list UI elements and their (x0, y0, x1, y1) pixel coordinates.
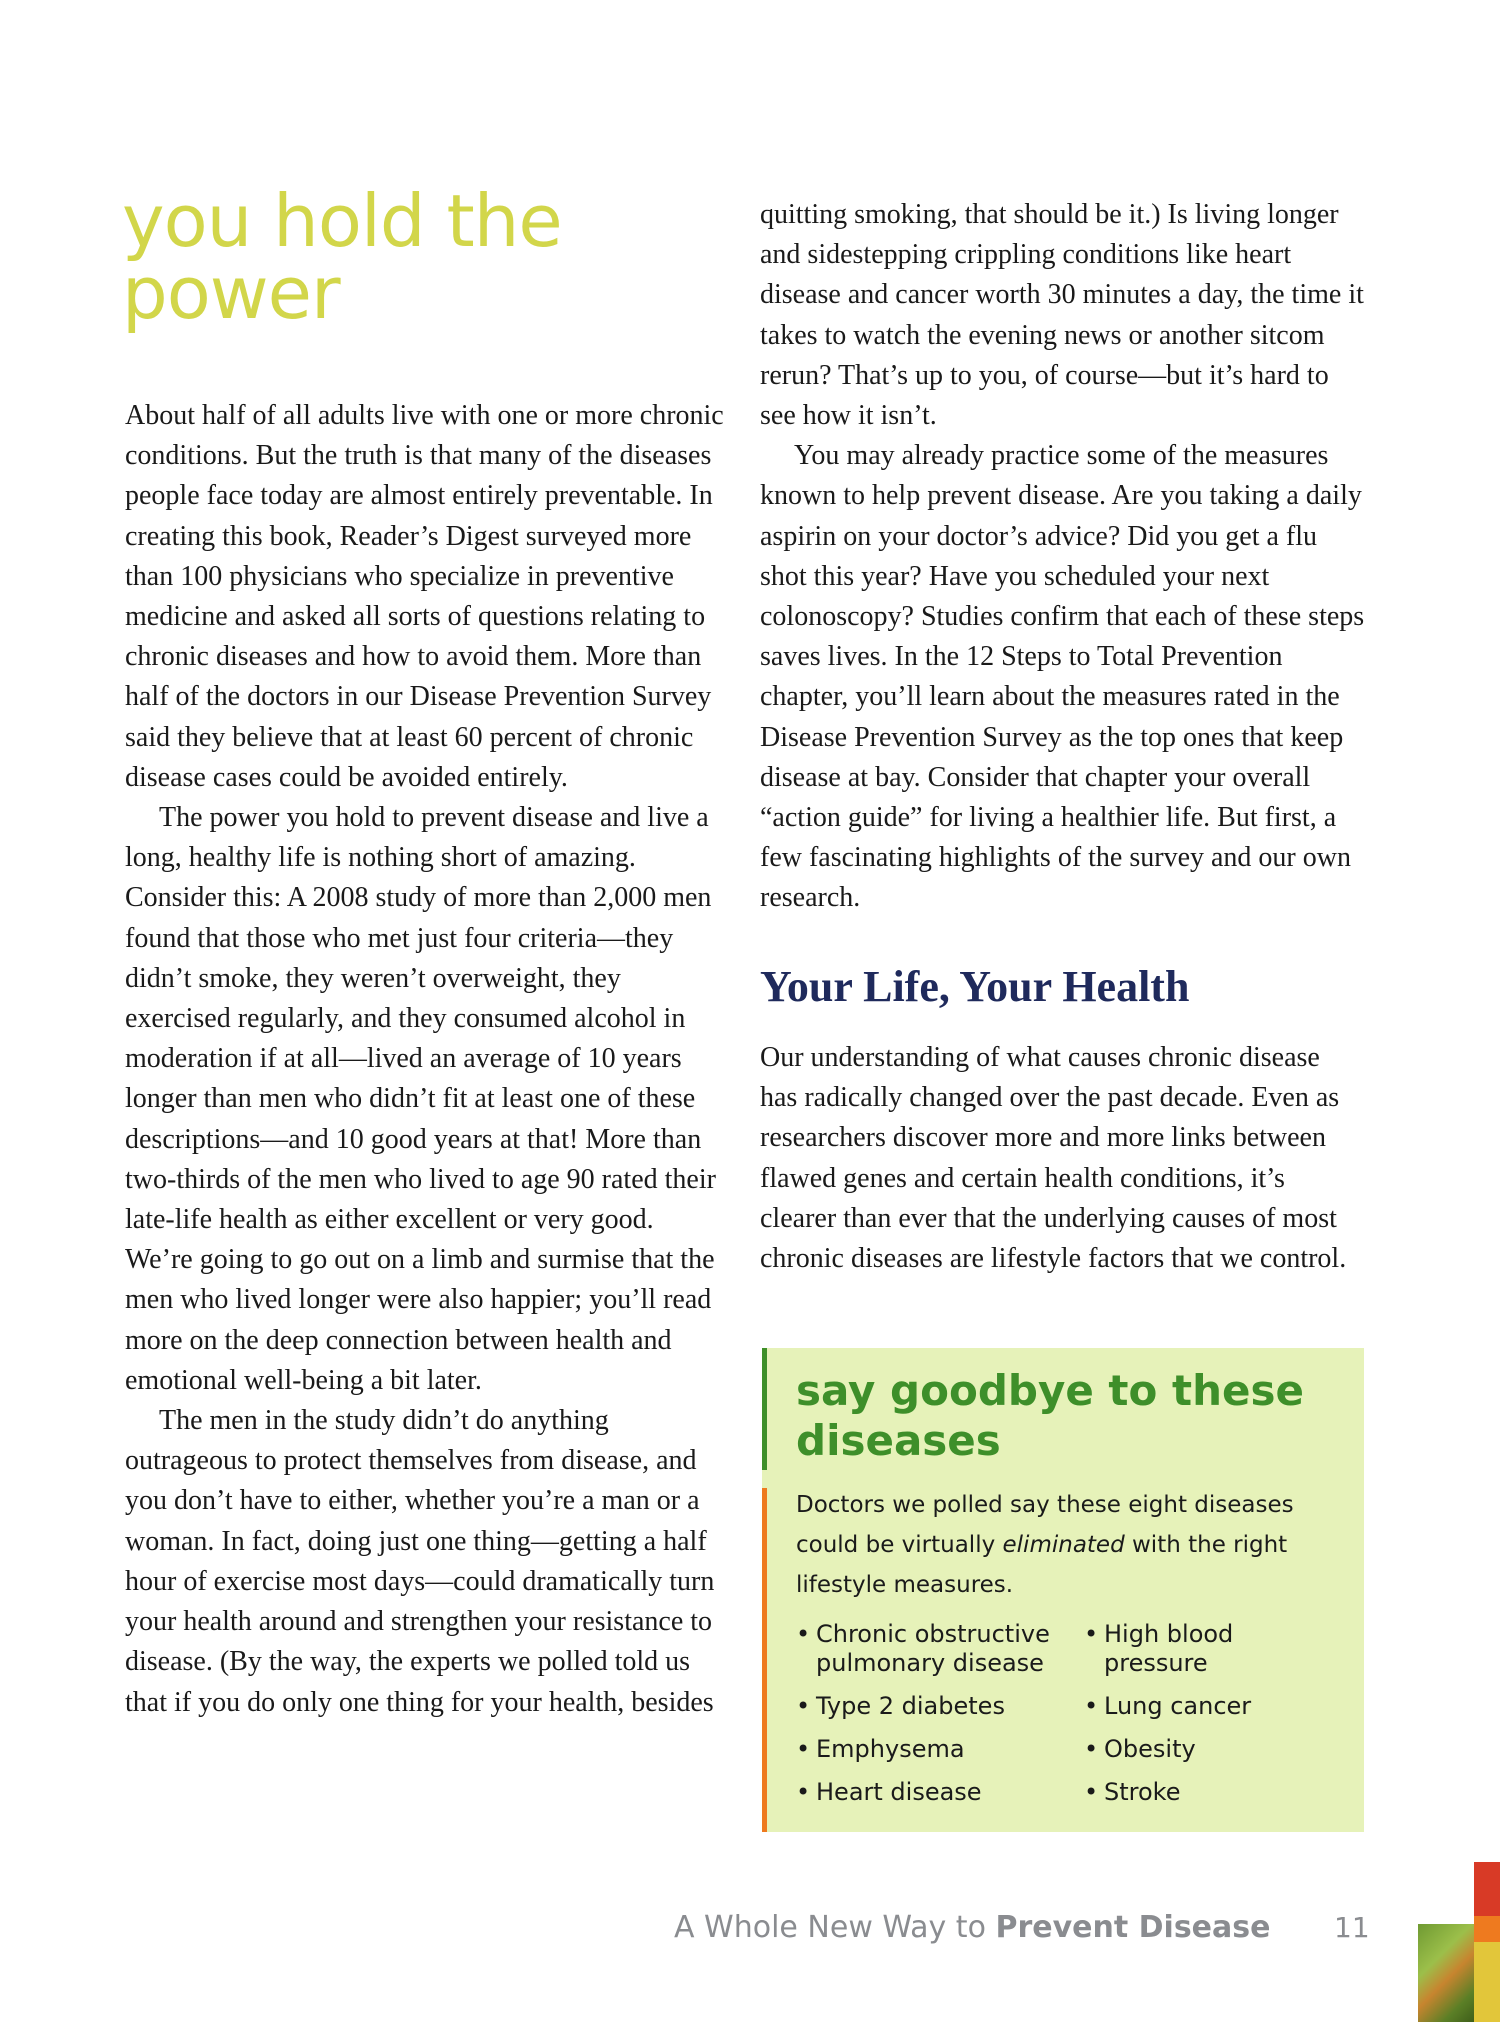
sidebar-intro-text: Doctors we polled say these eight diseases could be virtually (796, 1492, 1294, 1558)
disease-item: • Heart disease (796, 1778, 1066, 1807)
page-title: you hold the power (122, 179, 562, 335)
sidebar-title-accent-bar (762, 1348, 767, 1470)
sidebar-intro (796, 1485, 1346, 1605)
footer-book-title: A Whole New Way to (674, 1910, 996, 1945)
corner-color-block-orange (1474, 1916, 1500, 1942)
disease-item: • Emphysema (796, 1735, 1066, 1764)
running-footer (674, 1908, 1270, 1948)
body-paragraph: Our understanding of what causes chronic disease has radically changed over the past decade. Even as researchers discover more and more links between flawed genes and certain health conditions, it’s clearer than ever that the underlying causes of most chronic diseases are lifestyle factors that we control. (760, 1042, 1347, 1275)
disease-item: • Obesity (1084, 1735, 1344, 1764)
body-paragraph: You may already practice some of the measures known to help prevent disease. Are you taking a daily aspirin on your doctor’s advice? Did you get a flu shot this year? Have you scheduled your next colonoscopy? Studies confirm that each of these steps saves lives. In the 12 Steps to Total Prevention chapter, you’ll learn about the measures rated in the Disease Prevention Survey as the top ones that keep disease at bay. Consider that chapter your overall “action guide” for living a healthier life. But first, a few fascinating highlights of the survey and our own research. (760, 440, 1365, 914)
body-paragraph: About half of all adults live with one or more chronic conditions. But the truth is that many of the diseases people face today are almost entirely preventable. In creating this book, Reader’s Digest surveyed more than 100 physicians who specialize in preventive medicine and asked all sorts of questions relating to chronic diseases and how to avoid them. More than half of the doctors in our Disease Prevention Survey said they believe that at least 60 percent of chronic disease cases could be avoided entirely. (125, 400, 724, 793)
disease-list-right (1084, 1620, 1344, 1821)
corner-color-block-red (1474, 1862, 1500, 1916)
page-number: 11 (1334, 1911, 1370, 1944)
disease-item: • Type 2 diabetes (796, 1692, 1066, 1721)
body-paragraph: The men in the study didn’t do anything outrageous to protect themselves from disease, and you don’t have to either, whether you’re a man or a woman. In fact, doing just one thing—getting a half hour of exercise most days—could dramatically turn your health around and strengthen your resistance to disease. (By the way, the experts we polled told us that if you do only one thing for your health, besides (125, 1405, 715, 1718)
corner-color-block-yellow (1474, 1942, 1500, 2022)
sidebar-intro-text: with the right lifestyle measures. (796, 1532, 1288, 1598)
sidebar-box (762, 1348, 1364, 1832)
disease-item: • Lung cancer (1084, 1692, 1344, 1721)
left-column (125, 396, 725, 1723)
section-body (760, 1038, 1360, 1279)
section-heading: Your Life, Your Health (760, 962, 1190, 1011)
footer-book-title-bold: Prevent Disease (995, 1910, 1271, 1945)
sidebar-intro-emphasis: eliminated (1002, 1532, 1125, 1558)
sidebar-body-accent-bar (762, 1488, 767, 1832)
disease-item: • Stroke (1084, 1778, 1344, 1807)
right-column (760, 195, 1366, 919)
disease-list-left (796, 1620, 1066, 1821)
sidebar-title: say goodbye to these diseases (796, 1366, 1304, 1465)
disease-item: • High blood pressure (1084, 1620, 1344, 1678)
body-paragraph: The power you hold to prevent disease and live a long, healthy life is nothing short of amazing. Consider this: A 2008 study of more than 2,000 men found that those who met just four criteria—they didn’t smoke, they weren’t overweight, they exercised regularly, and they consumed alcohol in moderation if at all—lived an average of 10 years longer than men who didn’t fit at least one of these descriptions—and 10 good years at that! More than two-thirds of the men who lived to age 90 rated their late-life health as either excellent or very good. We’re going to go out on a limb and surmise that the men who lived longer were also happier; you’ll read more on the deep connection between health and emotional well-being a bit later. (125, 802, 716, 1396)
body-paragraph: quitting smoking, that should be it.) Is living longer and sidestepping crippling conditions like heart disease and cancer worth 30 minutes a day, the time it takes to watch the evening news or another sitcom rerun? That’s up to you, of course—but it’s hard to see how it isn’t. (760, 199, 1364, 432)
corner-photo-thumbnail (1418, 1924, 1474, 2022)
disease-item: • Chronic obstructive pulmonary disease (796, 1620, 1066, 1678)
